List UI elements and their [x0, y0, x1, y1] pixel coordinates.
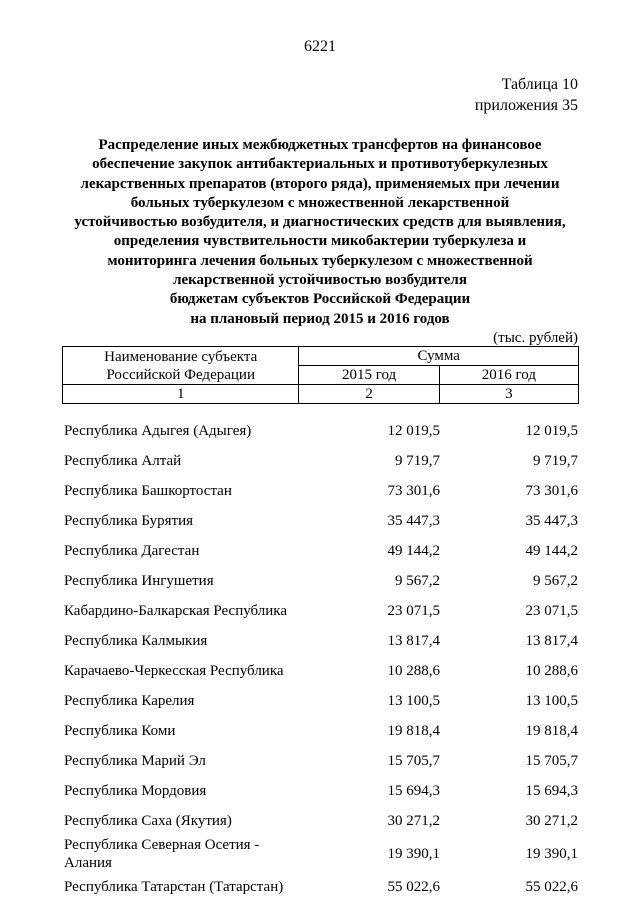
table-row [64, 566, 580, 596]
subject-name: Республика Татарстан (Татарстан) [64, 879, 284, 895]
amount-2016: 35 447,3 [525, 513, 578, 529]
table-reference [475, 74, 578, 116]
amount-2015: 15 694,3 [387, 783, 440, 799]
subject-name: Республика Дагестан [64, 543, 200, 559]
title-line: лекарственных препаратов (второго ряда), применяемых при лечении [80, 175, 560, 192]
table-row [64, 806, 580, 836]
subject-name: Республика Калмыкия [64, 633, 208, 649]
subject-name: Республика Ингушетия [64, 573, 214, 589]
amount-2015: 10 288,6 [387, 663, 440, 679]
subject-name: Кабардино-Балкарская Республика [64, 603, 288, 619]
header-col-number-1: 1 [63, 385, 299, 404]
amount-2015: 55 022,6 [387, 879, 440, 895]
table-number: Таблица 10 [501, 76, 578, 93]
amount-2015: 19 390,1 [387, 846, 440, 862]
table-header [62, 346, 579, 404]
subject-name: Республика Башкортостан [64, 483, 232, 499]
amount-2016: 15 705,7 [525, 753, 578, 769]
table-row [64, 536, 580, 566]
title-line: Распределение иных межбюджетных трансфертов на финансовое [98, 137, 542, 153]
table-row [64, 716, 580, 746]
table-row [64, 872, 580, 902]
table-row [64, 506, 580, 536]
units-label: (тыс. рублей) [493, 330, 578, 346]
amount-2015: 30 271,2 [387, 813, 440, 829]
amount-2016: 55 022,6 [525, 879, 578, 895]
title-line: устойчивостью возбудителя, и диагностических средств для выявления, [74, 214, 566, 231]
header-subject-line2: Российской Федерации [106, 366, 255, 383]
title-line: обеспечение закупок антибактериальных и противотуберкулезных [92, 156, 548, 173]
table-row [64, 686, 580, 716]
amount-2015: 15 705,7 [387, 753, 440, 769]
amount-2015: 12 019,5 [387, 423, 440, 439]
amount-2015: 35 447,3 [387, 513, 440, 529]
subject-name: Республика Карелия [64, 693, 195, 709]
amount-2016: 73 301,6 [525, 483, 578, 499]
document-title [60, 136, 580, 329]
subject-name: Республика Алтай [64, 453, 182, 469]
title-line: бюджетам субъектов Российской Федерации [169, 291, 471, 308]
subject-name: Карачаево-Черкесская Республика [64, 663, 284, 679]
amount-2016: 15 694,3 [525, 783, 578, 799]
table-row [64, 836, 580, 872]
amount-2016: 19 818,4 [525, 723, 578, 739]
amount-2015: 73 301,6 [387, 483, 440, 499]
header-subject-name [63, 347, 299, 385]
amount-2016: 19 390,1 [525, 846, 578, 862]
title-line: определения чувствительности микобактерии туберкулеза и [113, 233, 527, 250]
table-row [64, 746, 580, 776]
table-row [64, 416, 580, 446]
table-row [64, 626, 580, 656]
amount-2016: 23 071,5 [525, 603, 578, 619]
amount-2015: 13 817,4 [387, 633, 440, 649]
table-row [64, 656, 580, 686]
header-sum: Сумма [299, 347, 579, 366]
subject-name: Республика Адыгея (Адыгея) [64, 423, 252, 439]
subject-name: Республика Мордовия [64, 783, 207, 799]
amount-2016: 49 144,2 [525, 543, 578, 559]
amount-2016: 13 817,4 [525, 633, 578, 649]
amount-2015: 9 567,2 [395, 573, 440, 589]
header-year-2016: 2016 год [439, 366, 578, 385]
page-number: 6221 [304, 38, 336, 55]
amount-2016: 9 567,2 [533, 573, 578, 589]
subject-name: Республика Марий Эл [64, 753, 206, 769]
header-col-number-3: 3 [439, 385, 578, 404]
amount-2015: 19 818,4 [387, 723, 440, 739]
subject-name: Республика Бурятия [64, 513, 194, 529]
amount-2016: 13 100,5 [525, 693, 578, 709]
subject-name: Республика Коми [64, 723, 176, 739]
amount-2015: 49 144,2 [387, 543, 440, 559]
header-year-2015: 2015 год [299, 366, 439, 385]
amount-2016: 9 719,7 [533, 453, 578, 469]
subject-name: Республика Северная Осетия - Алания [64, 837, 260, 871]
title-line: на плановый период 2015 и 2016 годов [190, 310, 450, 327]
subject-name: Республика Саха (Якутия) [64, 813, 232, 829]
appendix-number: приложения 35 [474, 97, 578, 114]
header-col-number-2: 2 [299, 385, 439, 404]
amount-2015: 13 100,5 [387, 693, 440, 709]
amount-2016: 10 288,6 [525, 663, 578, 679]
table-row [64, 776, 580, 806]
table-row [64, 596, 580, 626]
table-row [64, 446, 580, 476]
title-line: лекарственной устойчивостью возбудителя [173, 272, 467, 289]
table-row [64, 476, 580, 506]
table-body [64, 416, 580, 902]
amount-2015: 23 071,5 [387, 603, 440, 619]
amount-2015: 9 719,7 [395, 453, 440, 469]
title-line: больных туберкулезом с множественной лекарственной [130, 194, 510, 211]
amount-2016: 30 271,2 [525, 813, 578, 829]
header-subject-line1: Наименование субъекта [104, 348, 258, 365]
title-line: мониторинга лечения больных туберкулезом с множественной [107, 252, 533, 269]
amount-2016: 12 019,5 [525, 423, 578, 439]
